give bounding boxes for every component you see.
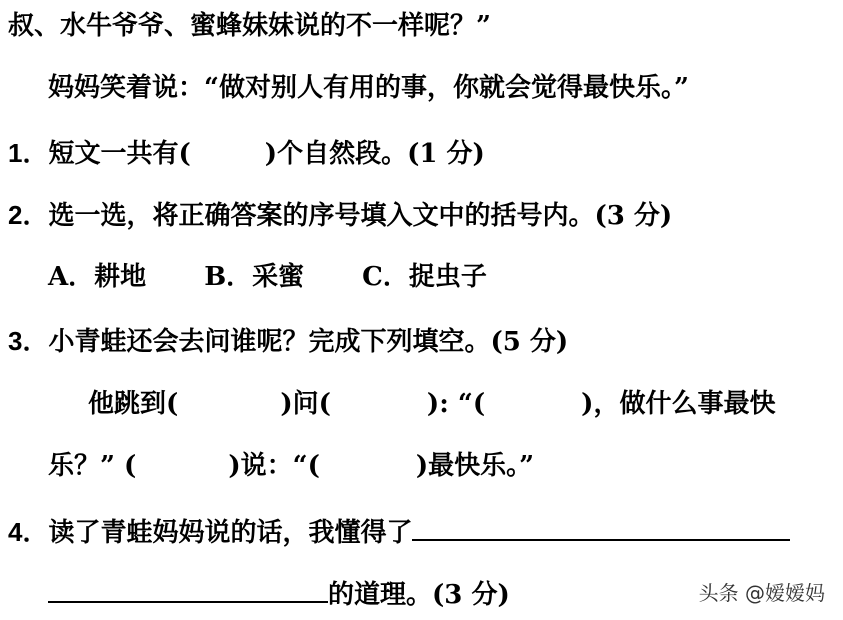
fill1-part-4: )，做什么事最快 (581, 389, 776, 419)
text-line-1 (8, 10, 491, 42)
line-2-text: 妈妈笑着说：“做对别人有用的事，你就会觉得最快乐。” (48, 73, 689, 103)
question-4-end-text: 的道理。(3 分) (328, 580, 510, 610)
question-4-end (48, 575, 510, 611)
line-1-text: 叔、水牛爷爷、蜜蜂妹妹说的不一样呢？” (8, 11, 491, 41)
question-3 (8, 325, 568, 358)
fill2-part-3: )最快乐。” (415, 451, 535, 481)
question-2-number: 2 (8, 200, 23, 230)
fill1-part-3: ): “( (426, 389, 486, 419)
question-3-fill-line-1 (88, 388, 775, 420)
question-3-text: ．小青蛙还会去问谁呢？完成下列填空。(5 分) (22, 327, 569, 357)
question-1 (8, 137, 485, 170)
question-3-fill-line-2 (48, 450, 534, 482)
question-2-text: ．选一选，将正确答案的序号填入文中的括号内。(3 分) (22, 201, 673, 231)
question-1-text-a: ．短文一共有( (22, 139, 191, 169)
question-4-text: ．读了青蛙妈妈说的话，我懂得了 (22, 518, 413, 548)
fill2-part-1: 乐？” ( (48, 451, 137, 481)
option-b: B．采蜜 (204, 262, 305, 292)
question-2-options (48, 261, 487, 293)
option-a: A．耕地 (48, 262, 147, 292)
question-4-answer-line-2[interactable] (48, 575, 328, 603)
fill1-part-1: 他跳到( (88, 389, 179, 419)
text-line-2 (48, 72, 689, 104)
question-1-number: 1 (8, 138, 23, 168)
watermark: 头条 @嫒嫒妈 (698, 581, 825, 605)
question-2 (8, 199, 672, 232)
question-4-number: 4 (8, 517, 23, 547)
question-3-number: 3 (8, 326, 23, 356)
question-4 (8, 513, 790, 549)
question-1-text-b: )个自然段。(1 分) (264, 139, 485, 169)
fill2-part-2: )说：“( (228, 451, 320, 481)
option-c: C．捉虫子 (362, 262, 487, 292)
fill1-part-2: )问( (280, 389, 331, 419)
question-4-answer-line-1[interactable] (412, 513, 790, 541)
